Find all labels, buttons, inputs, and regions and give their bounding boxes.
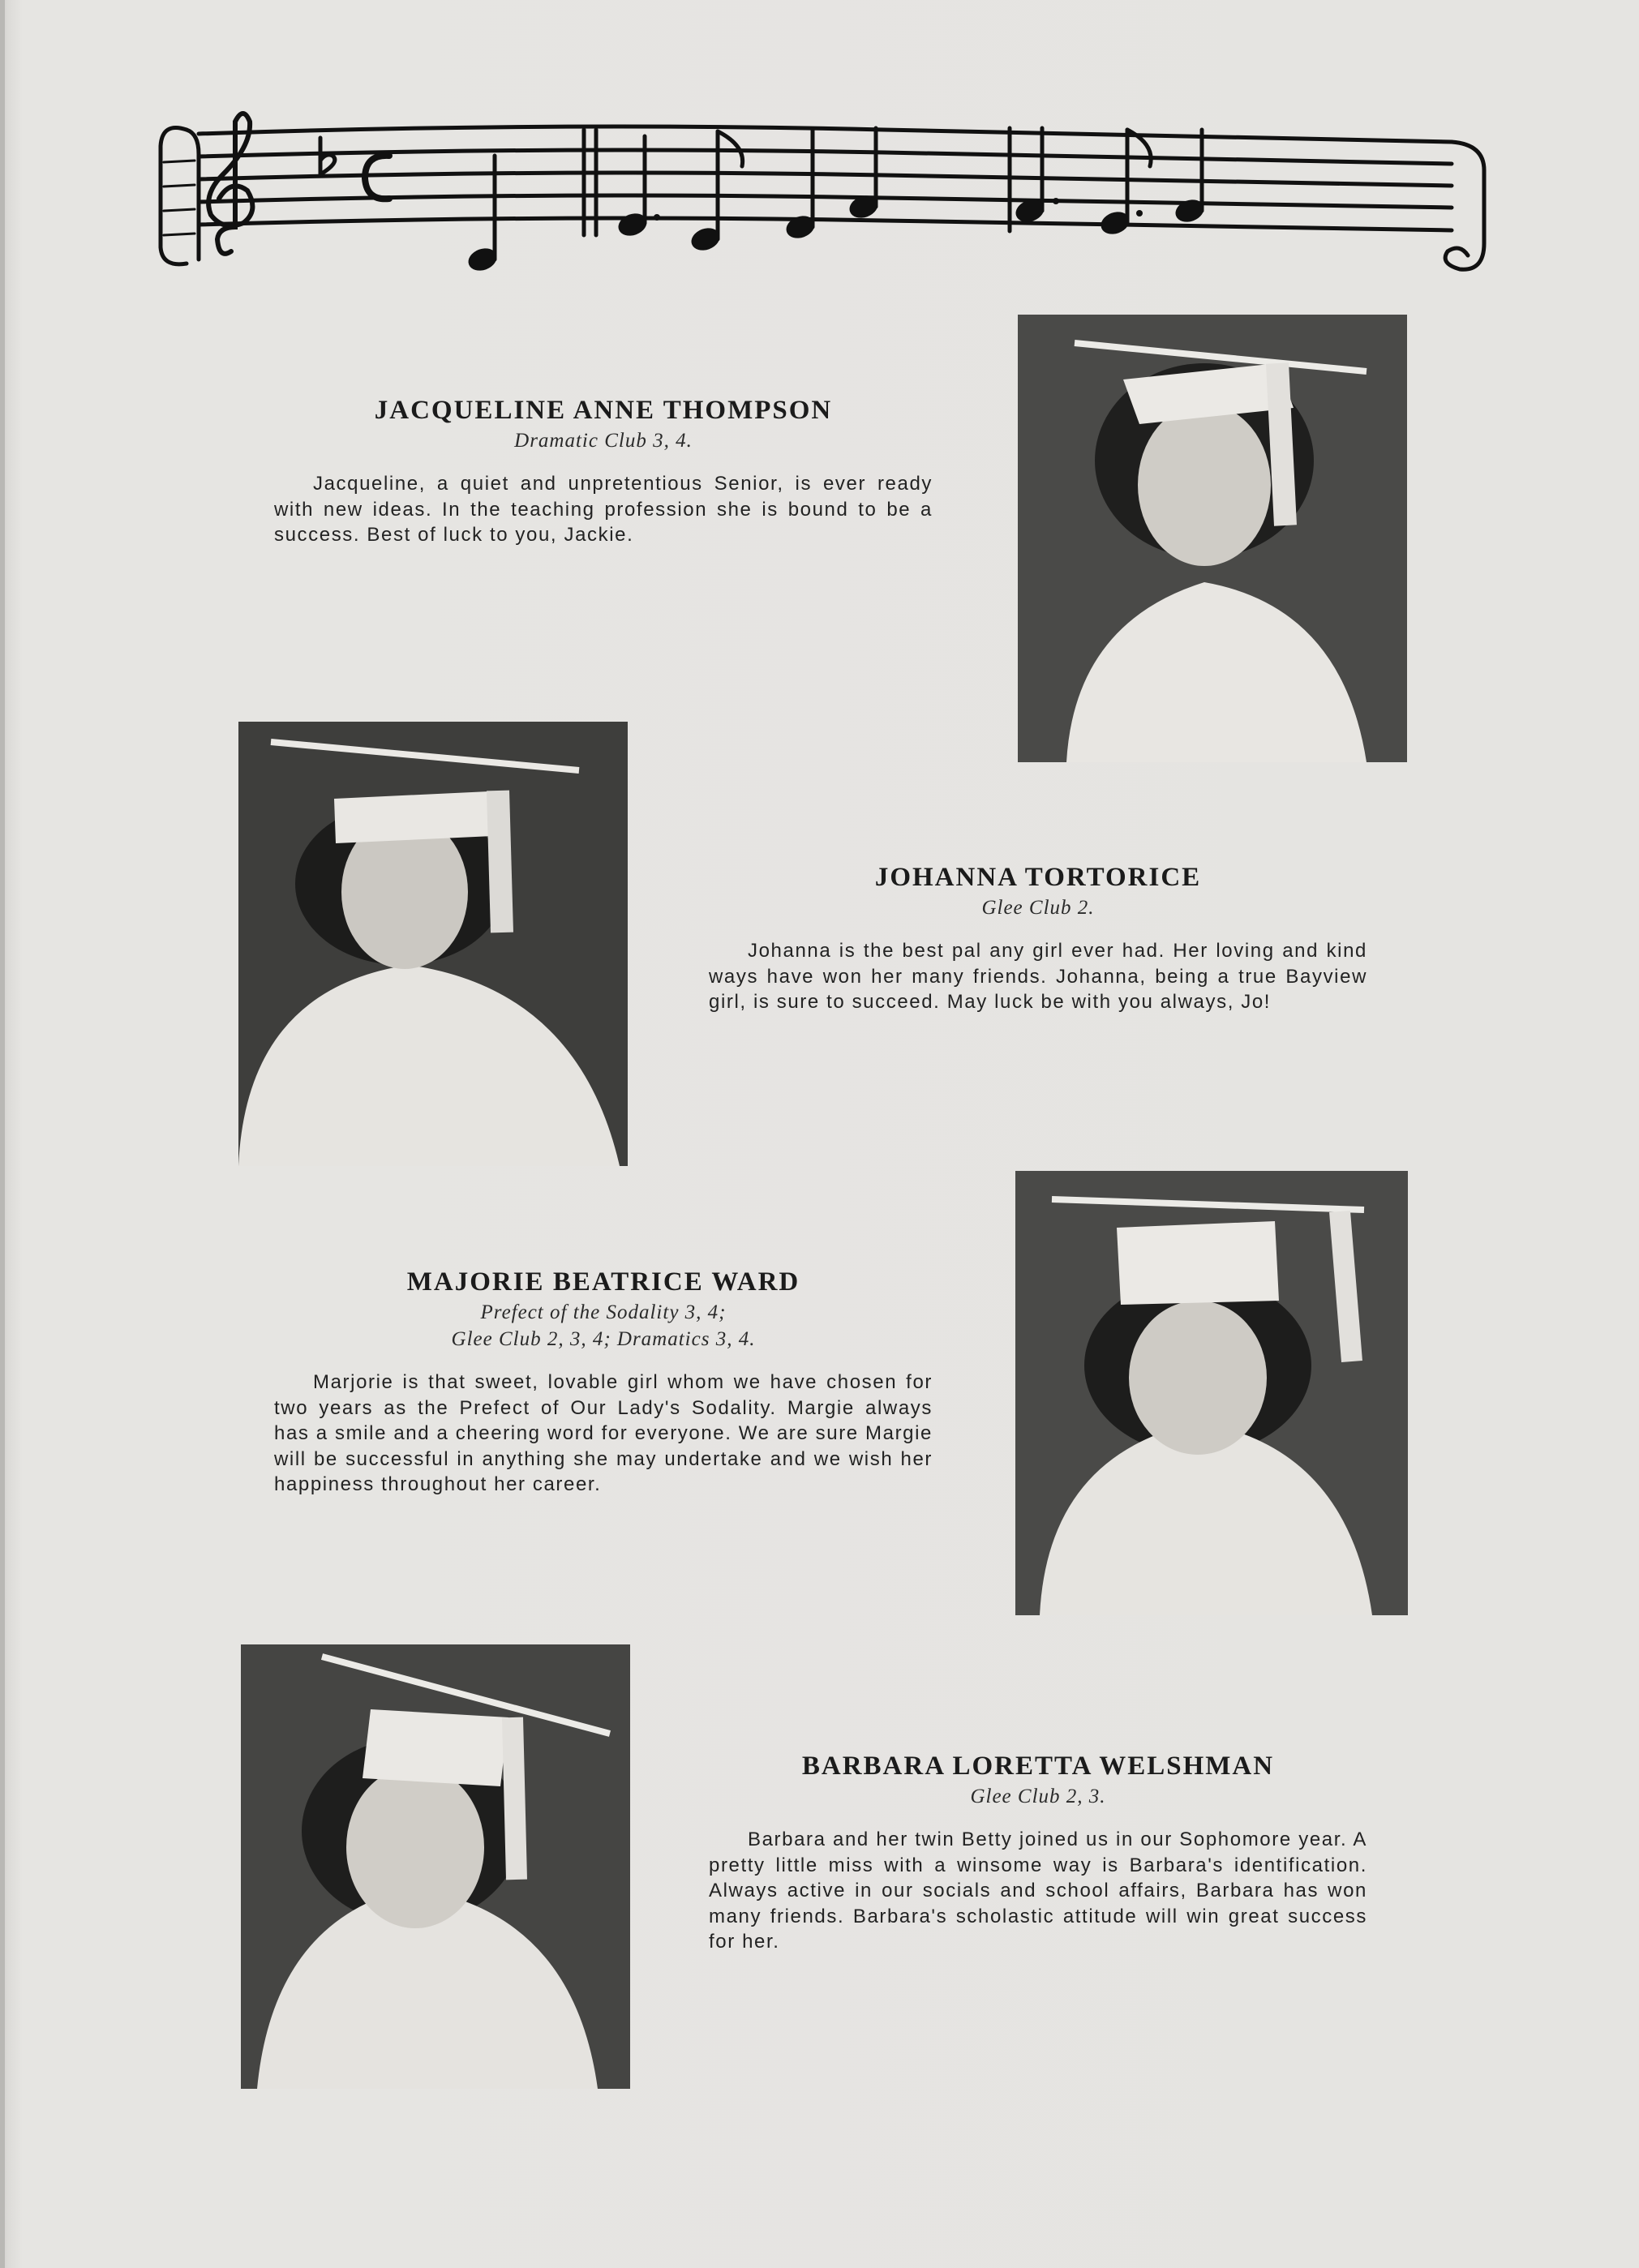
student-description: Johanna is the best pal any girl ever had. Her loving and kind ways have won her many friends. Johanna, being a true Bayview girl, is sure to succeed. May luck be with you always, Jo! xyxy=(709,940,1367,1013)
student-name: JOHANNA TORTORICE xyxy=(874,863,1202,892)
student-description: Barbara and her twin Betty joined us in our Sophomore year. A pretty little miss with a winsome way is Barbara's identification. Always active in our socials and school affairs, Barbara has won many friends. Barbara's scholastic attitude will win great success for her. xyxy=(709,1829,1367,1953)
student-name: MAJORIE BEATRICE WARD xyxy=(406,1267,800,1297)
portrait-photo-thompson xyxy=(1018,315,1407,762)
page-binding-edge xyxy=(0,0,5,2268)
student-clubs: Glee Club 2. xyxy=(981,897,1095,919)
student-clubs: Prefect of the Sodality 3, 4; xyxy=(480,1301,727,1323)
student-clubs: Glee Club 2, 3, 4; Dramatics 3, 4. xyxy=(451,1328,756,1350)
student-clubs: Glee Club 2, 3. xyxy=(970,1786,1106,1807)
student-name: BARBARA LORETTA WELSHMAN xyxy=(801,1751,1275,1781)
portrait-photo-welshman xyxy=(241,1644,630,2089)
student-entry-tortorice xyxy=(709,861,1367,1015)
portrait-photo-ward xyxy=(1015,1171,1408,1615)
student-entry-ward xyxy=(274,1266,933,1498)
portrait-photo-tortorice xyxy=(238,722,628,1166)
music-staff-banner xyxy=(154,97,1496,288)
student-entry-thompson xyxy=(274,394,933,548)
student-description: Marjorie is that sweet, lovable girl whom we have chosen for two years as the Prefect of Our Lady's Sodality. Margie always has a smile and a cheering word for everyone. We are sure Margie will be successful in anything she may undertake and we wish her happiness throughout her career. xyxy=(274,1371,933,1495)
student-name: JACQUELINE ANNE THOMPSON xyxy=(374,396,833,425)
student-clubs: Dramatic Club 3, 4. xyxy=(514,430,693,452)
student-description: Jacqueline, a quiet and unpretentious Senior, is ever ready with new ideas. In the teaching profession she is bound to be a success. Best of luck to you, Jackie. xyxy=(274,473,933,546)
student-entry-welshman xyxy=(709,1750,1367,1955)
